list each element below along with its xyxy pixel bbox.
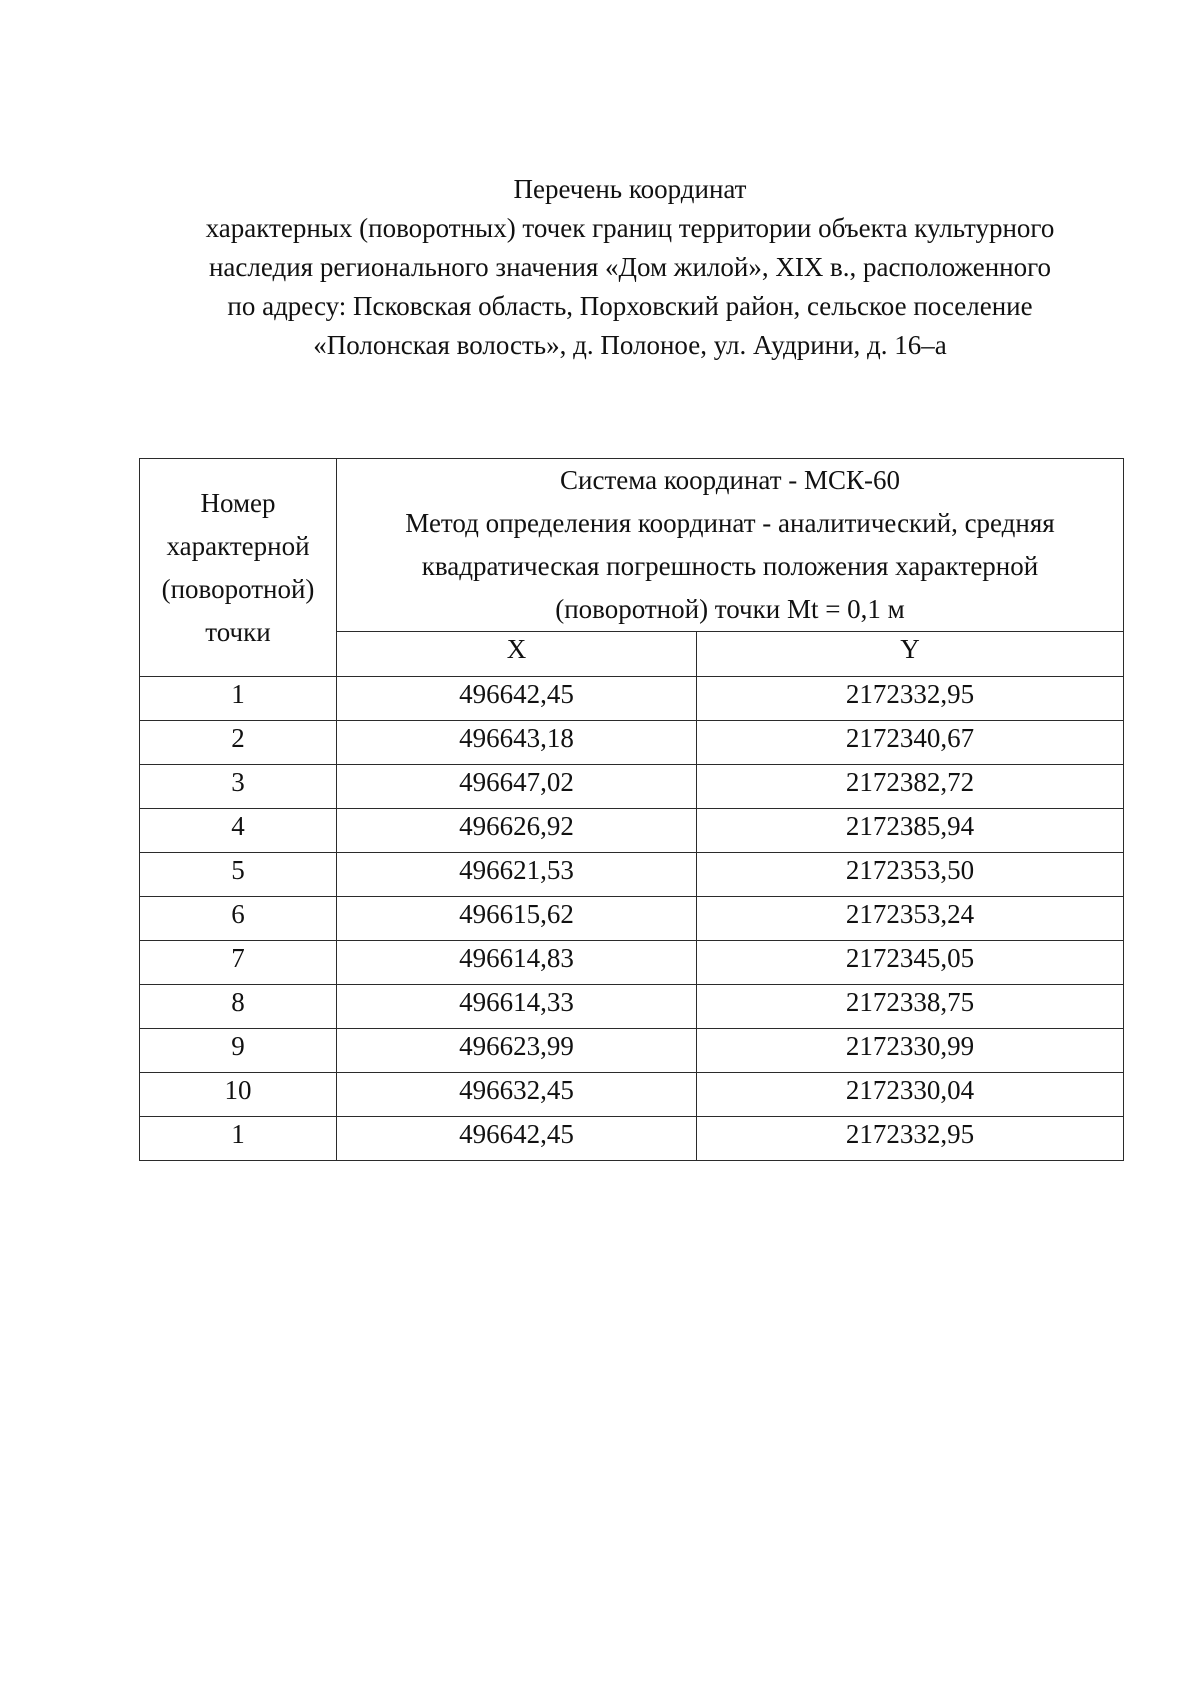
x-column-header: X xyxy=(337,632,697,677)
table-row xyxy=(140,985,1124,1029)
x-value-cell: 496647,02 xyxy=(337,765,697,809)
point-number-cell: 7 xyxy=(140,941,337,985)
point-number-cell: 4 xyxy=(140,809,337,853)
y-value-cell: 2172353,24 xyxy=(697,897,1124,941)
point-number-cell: 2 xyxy=(140,721,337,765)
heading-line-1: Перечень координат xyxy=(513,174,747,204)
point-header-line-4: точки xyxy=(205,616,271,647)
y-value-cell: 2172382,72 xyxy=(697,765,1124,809)
x-value-cell: 496621,53 xyxy=(337,853,697,897)
table-header-row xyxy=(140,459,1124,632)
y-value-cell: 2172385,94 xyxy=(697,809,1124,853)
point-number-cell: 8 xyxy=(140,985,337,1029)
point-number-cell: 10 xyxy=(140,1073,337,1117)
table-row xyxy=(140,853,1124,897)
point-header-line-3: (поворотной) xyxy=(161,573,315,604)
document-heading xyxy=(130,170,1130,365)
point-number-cell: 3 xyxy=(140,765,337,809)
table-row xyxy=(140,941,1124,985)
point-header-line-1: Номер xyxy=(200,487,276,518)
heading-line-4: по адресу: Псковская область, Порховский район, сельское поселение xyxy=(227,291,1033,321)
y-value-cell: 2172345,05 xyxy=(697,941,1124,985)
system-header-line-1: Система координат - МСК-60 xyxy=(560,465,900,495)
system-header-line-3: квадратическая погрешность положения характерной xyxy=(421,551,1039,581)
y-value-cell: 2172332,95 xyxy=(697,1117,1124,1161)
system-header-line-2: Метод определения координат - аналитический, средняя xyxy=(405,508,1055,538)
y-value-cell: 2172330,99 xyxy=(697,1029,1124,1073)
x-value-cell: 496642,45 xyxy=(337,1117,697,1161)
point-number-cell: 5 xyxy=(140,853,337,897)
table-row xyxy=(140,1117,1124,1161)
y-value-cell: 2172332,95 xyxy=(697,677,1124,721)
heading-line-5: «Полонская волость», д. Полоное, ул. Аудрини, д. 16–а xyxy=(313,330,947,360)
table-row xyxy=(140,765,1124,809)
point-number-cell: 6 xyxy=(140,897,337,941)
table-row xyxy=(140,677,1124,721)
heading-line-3: наследия регионального значения «Дом жилой», XIX в., расположенного xyxy=(208,252,1052,282)
coordinate-system-header xyxy=(337,459,1124,632)
point-header-line-2: характерной xyxy=(166,530,310,561)
y-value-cell: 2172353,50 xyxy=(697,853,1124,897)
table-row xyxy=(140,721,1124,765)
x-value-cell: 496642,45 xyxy=(337,677,697,721)
coordinates-table-body xyxy=(140,459,1124,1161)
x-value-cell: 496614,83 xyxy=(337,941,697,985)
x-value-cell: 496626,92 xyxy=(337,809,697,853)
point-number-cell: 9 xyxy=(140,1029,337,1073)
system-header-line-4: (поворотной) точки Mt = 0,1 м xyxy=(555,594,905,624)
x-value-cell: 496623,99 xyxy=(337,1029,697,1073)
x-value-cell: 496615,62 xyxy=(337,897,697,941)
point-number-cell: 1 xyxy=(140,677,337,721)
table-row xyxy=(140,1073,1124,1117)
point-number-cell: 1 xyxy=(140,1117,337,1161)
y-value-cell: 2172340,67 xyxy=(697,721,1124,765)
heading-line-2: характерных (поворотных) точек границ территории объекта культурного xyxy=(205,213,1055,243)
x-value-cell: 496614,33 xyxy=(337,985,697,1029)
y-value-cell: 2172338,75 xyxy=(697,985,1124,1029)
coordinates-table xyxy=(139,458,1124,1161)
point-number-header xyxy=(140,459,337,677)
x-value-cell: 496632,45 xyxy=(337,1073,697,1117)
y-value-cell: 2172330,04 xyxy=(697,1073,1124,1117)
table-row xyxy=(140,1029,1124,1073)
table-row xyxy=(140,897,1124,941)
x-value-cell: 496643,18 xyxy=(337,721,697,765)
y-column-header: Y xyxy=(697,632,1124,677)
table-row xyxy=(140,809,1124,853)
